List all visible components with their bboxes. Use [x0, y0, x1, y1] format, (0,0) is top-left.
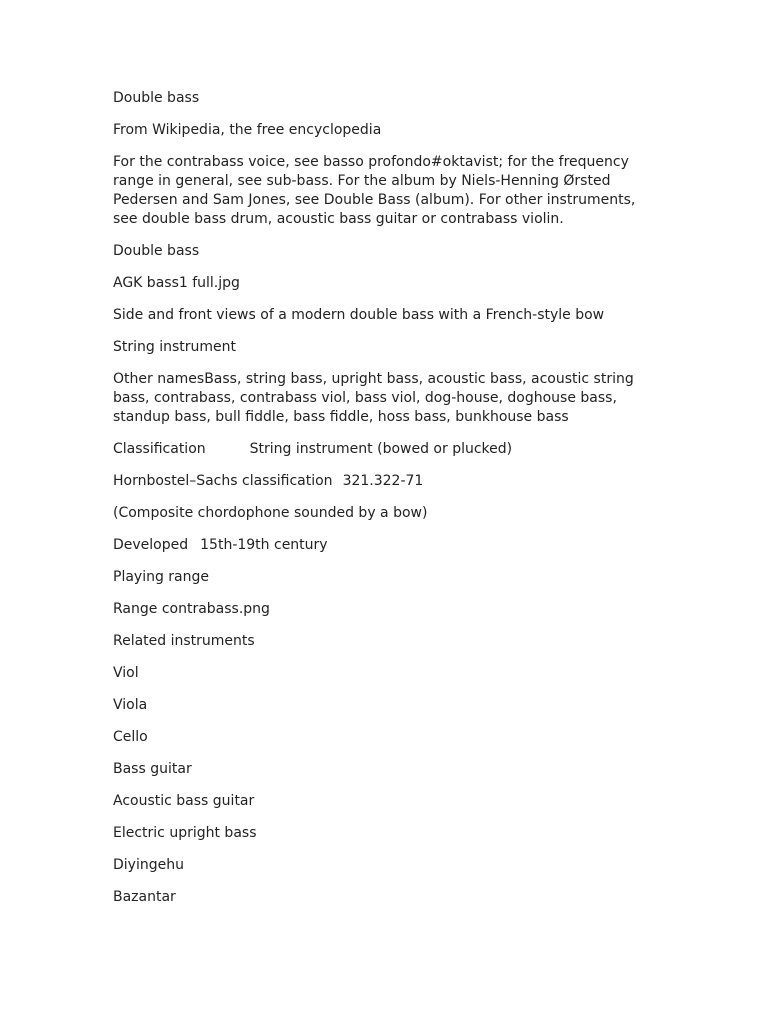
hornbostel-sachs-note: (Composite chordophone sounded by a bow) [113, 505, 428, 521]
related-instrument-viola: Viola [113, 697, 148, 713]
hornbostel-sachs-label: Hornbostel–Sachs classification [113, 473, 333, 489]
infobox-image-filename: AGK bass1 full.jpg [113, 275, 240, 291]
hornbostel-sachs-value: 321.322-71 [342, 473, 424, 489]
infobox-name: Double bass [113, 243, 200, 259]
related-instrument-bass-guitar: Bass guitar [113, 761, 192, 777]
hatnote: For the contrabass voice, see basso profondo#oktavist; for the frequency range in general, see sub-bass. For the album by Niels-Henning Ørsted Pedersen and Sam Jones, see Double Bass (album). For other instruments, see double bass drum, acoustic bass guitar or contrabass violin. [113, 154, 636, 227]
source-line: From Wikipedia, the free encyclopedia [113, 122, 382, 138]
developed-value: 15th-19th century [200, 537, 328, 553]
related-instruments-label: Related instruments [113, 633, 255, 649]
related-instrument-diyingehu: Diyingehu [113, 857, 184, 873]
infobox-caption: Side and front views of a modern double bass with a French-style bow [113, 307, 605, 323]
related-instrument-viol: Viol [113, 665, 139, 681]
classification-label: Classification [113, 441, 206, 457]
classification-value: String instrument (bowed or plucked) [249, 441, 513, 457]
playing-range-label: Playing range [113, 569, 210, 585]
related-instrument-electric-upright-bass: Electric upright bass [113, 825, 257, 841]
classification-row [113, 440, 643, 459]
range-image-filename: Range contrabass.png [113, 601, 270, 617]
hornbostel-sachs-row [113, 472, 643, 491]
article-title: Double bass [113, 90, 200, 106]
document-page [113, 89, 643, 920]
related-instrument-cello: Cello [113, 729, 148, 745]
developed-label: Developed [113, 537, 189, 553]
infobox-other-names: Other namesBass, string bass, upright bass, acoustic bass, acoustic string bass, contrabass, contrabass viol, bass viol, dog-house, doghouse bass, standup bass, bull fiddle, bass fiddle, hoss bass, bunkhouse bass [113, 371, 634, 425]
related-instrument-bazantar: Bazantar [113, 889, 176, 905]
related-instrument-acoustic-bass-guitar: Acoustic bass guitar [113, 793, 255, 809]
developed-row [113, 536, 643, 555]
infobox-type: String instrument [113, 339, 237, 355]
